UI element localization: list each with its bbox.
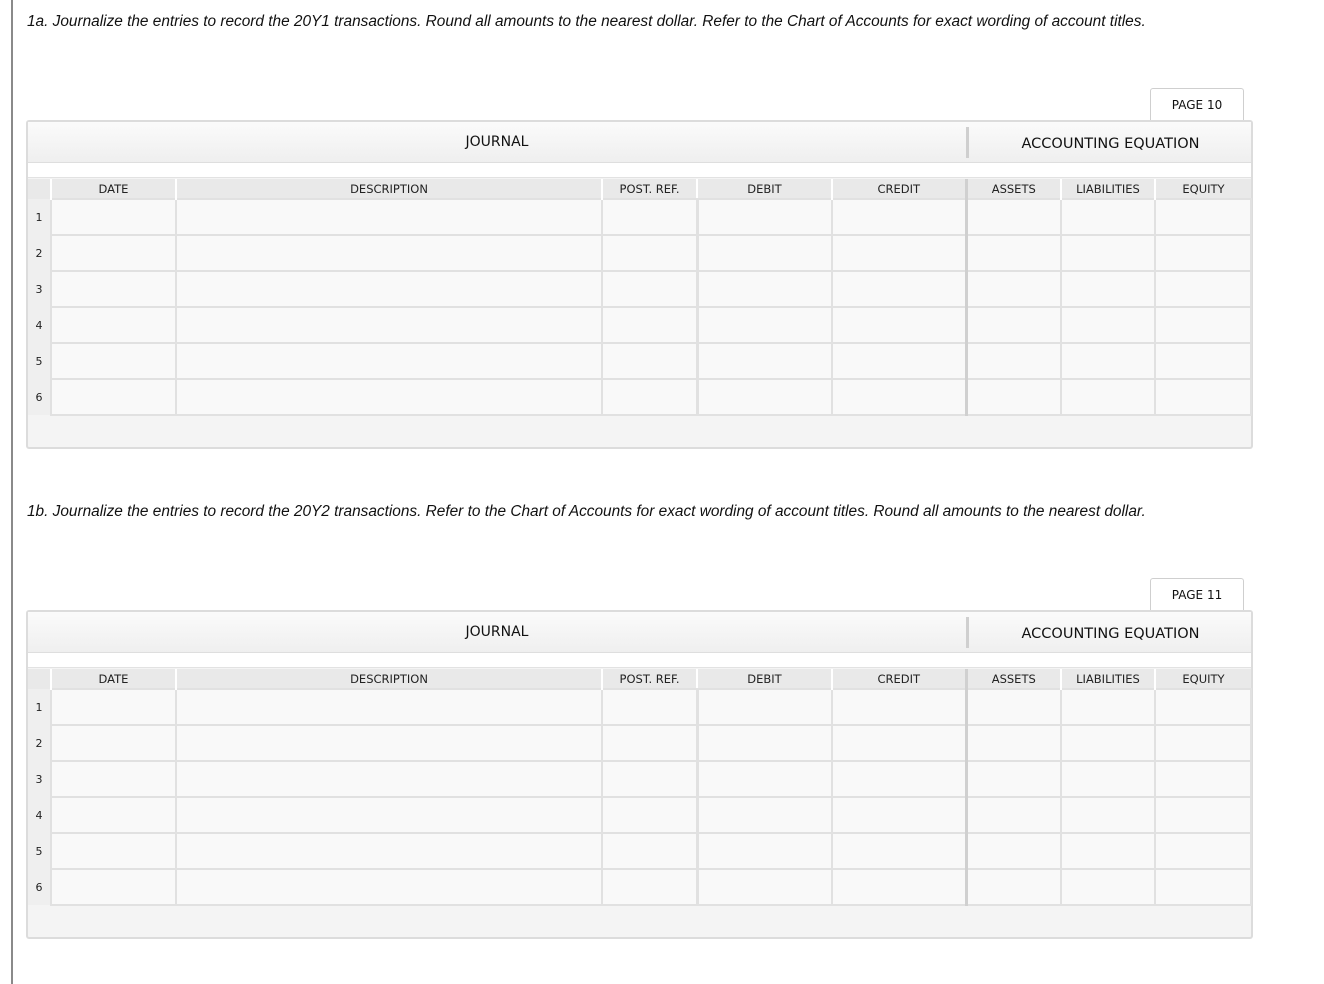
row-number-header — [28, 669, 51, 689]
journal-header — [28, 612, 1251, 653]
date-cell[interactable] — [51, 271, 176, 307]
debit-cell[interactable] — [697, 797, 832, 833]
description-cell[interactable] — [176, 379, 602, 415]
liabilities-cell[interactable] — [1061, 797, 1155, 833]
debit-cell[interactable] — [697, 199, 832, 235]
row-number: 6 — [28, 379, 51, 415]
row-number-header — [28, 179, 51, 199]
post-ref-cell[interactable] — [602, 343, 697, 379]
equity-cell[interactable] — [1155, 235, 1251, 271]
debit-cell[interactable] — [697, 761, 832, 797]
debit-cell[interactable] — [697, 725, 832, 761]
credit-cell[interactable] — [832, 199, 966, 235]
liabilities-cell[interactable] — [1061, 307, 1155, 343]
date-cell[interactable] — [51, 343, 176, 379]
equity-cell[interactable] — [1155, 343, 1251, 379]
column-header-credit: CREDIT — [832, 669, 966, 689]
date-cell[interactable] — [51, 199, 176, 235]
journal-table — [28, 179, 1252, 416]
credit-cell[interactable] — [832, 235, 966, 271]
debit-cell[interactable] — [697, 869, 832, 905]
row-number: 3 — [28, 761, 51, 797]
date-cell[interactable] — [51, 761, 176, 797]
liabilities-cell[interactable] — [1061, 725, 1155, 761]
page-tab: PAGE 10 — [1150, 88, 1244, 120]
journal-row — [28, 199, 1251, 235]
liabilities-cell[interactable] — [1061, 833, 1155, 869]
assets-cell[interactable] — [966, 869, 1061, 905]
credit-cell[interactable] — [832, 343, 966, 379]
assets-cell[interactable] — [966, 797, 1061, 833]
journal-row — [28, 869, 1251, 905]
description-cell[interactable] — [176, 689, 602, 725]
credit-cell[interactable] — [832, 797, 966, 833]
equity-cell[interactable] — [1155, 199, 1251, 235]
equity-cell[interactable] — [1155, 761, 1251, 797]
column-header-debit: DEBIT — [697, 179, 832, 199]
assets-cell[interactable] — [966, 833, 1061, 869]
equity-cell[interactable] — [1155, 833, 1251, 869]
date-cell[interactable] — [51, 235, 176, 271]
date-cell[interactable] — [51, 797, 176, 833]
assets-cell[interactable] — [966, 725, 1061, 761]
description-cell[interactable] — [176, 833, 602, 869]
journal-row — [28, 689, 1251, 725]
row-number: 4 — [28, 307, 51, 343]
header-spacer — [28, 653, 1251, 668]
date-cell[interactable] — [51, 379, 176, 415]
date-cell[interactable] — [51, 833, 176, 869]
left-border — [11, 0, 13, 984]
journal-row — [28, 761, 1251, 797]
column-header-equity: EQUITY — [1155, 669, 1251, 689]
post-ref-cell[interactable] — [602, 833, 697, 869]
debit-cell[interactable] — [697, 307, 832, 343]
post-ref-cell[interactable] — [602, 199, 697, 235]
row-number: 2 — [28, 725, 51, 761]
equity-cell[interactable] — [1155, 869, 1251, 905]
assets-cell[interactable] — [966, 307, 1061, 343]
row-number: 2 — [28, 235, 51, 271]
row-number: 1 — [28, 689, 51, 725]
debit-cell[interactable] — [697, 235, 832, 271]
credit-cell[interactable] — [832, 379, 966, 415]
description-cell[interactable] — [176, 869, 602, 905]
debit-cell[interactable] — [697, 271, 832, 307]
debit-cell[interactable] — [697, 379, 832, 415]
journal-title: JOURNAL — [465, 624, 529, 640]
journal-title: JOURNAL — [465, 134, 529, 150]
row-number: 5 — [28, 343, 51, 379]
post-ref-cell[interactable] — [602, 307, 697, 343]
post-ref-cell[interactable] — [602, 689, 697, 725]
description-cell[interactable] — [176, 761, 602, 797]
credit-cell[interactable] — [832, 761, 966, 797]
row-number: 1 — [28, 199, 51, 235]
liabilities-cell[interactable] — [1061, 869, 1155, 905]
column-header-liabilities: LIABILITIES — [1061, 179, 1155, 199]
journal-row — [28, 797, 1251, 833]
journal-row — [28, 725, 1251, 761]
assets-cell[interactable] — [966, 235, 1061, 271]
equity-cell[interactable] — [1155, 797, 1251, 833]
equity-cell[interactable] — [1155, 379, 1251, 415]
description-cell[interactable] — [176, 343, 602, 379]
post-ref-cell[interactable] — [602, 797, 697, 833]
liabilities-cell[interactable] — [1061, 199, 1155, 235]
liabilities-cell[interactable] — [1061, 235, 1155, 271]
header-divider — [966, 127, 969, 158]
accounting-equation-title: ACCOUNTING EQUATION — [1021, 136, 1200, 152]
assets-cell[interactable] — [966, 271, 1061, 307]
instruction-part-a: 1a. Journalize the entries to record the 20Y1 transactions. Round all amounts to the nearest dollar. Refer to the Chart of Accounts for exact wording of account titles. — [27, 13, 1146, 30]
credit-cell[interactable] — [832, 869, 966, 905]
journal-row — [28, 379, 1251, 415]
credit-cell[interactable] — [832, 689, 966, 725]
instruction-part-b: 1b. Journalize the entries to record the 20Y2 transactions. Refer to the Chart of Accounts for exact wording of account titles. Round all amounts to the nearest dollar. — [27, 503, 1146, 520]
date-cell[interactable] — [51, 689, 176, 725]
post-ref-cell[interactable] — [602, 235, 697, 271]
column-header-assets: ASSETS — [966, 179, 1061, 199]
post-ref-cell[interactable] — [602, 379, 697, 415]
column-header-post-ref: POST. REF. — [602, 669, 697, 689]
credit-cell[interactable] — [832, 725, 966, 761]
description-cell[interactable] — [176, 797, 602, 833]
journal-header — [28, 122, 1251, 163]
row-number: 4 — [28, 797, 51, 833]
liabilities-cell[interactable] — [1061, 343, 1155, 379]
column-header-equity: EQUITY — [1155, 179, 1251, 199]
equity-cell[interactable] — [1155, 725, 1251, 761]
description-cell[interactable] — [176, 307, 602, 343]
credit-cell[interactable] — [832, 833, 966, 869]
column-header-post-ref: POST. REF. — [602, 179, 697, 199]
journal-row — [28, 307, 1251, 343]
debit-cell[interactable] — [697, 833, 832, 869]
journal-table — [28, 669, 1252, 906]
assets-cell[interactable] — [966, 379, 1061, 415]
liabilities-cell[interactable] — [1061, 379, 1155, 415]
date-cell[interactable] — [51, 869, 176, 905]
liabilities-cell[interactable] — [1061, 271, 1155, 307]
debit-cell[interactable] — [697, 689, 832, 725]
debit-cell[interactable] — [697, 343, 832, 379]
column-header-assets: ASSETS — [966, 669, 1061, 689]
row-number: 3 — [28, 271, 51, 307]
column-header-date: DATE — [51, 179, 176, 199]
credit-cell[interactable] — [832, 271, 966, 307]
post-ref-cell[interactable] — [602, 869, 697, 905]
accounting-equation-title: ACCOUNTING EQUATION — [1021, 626, 1200, 642]
page-tab: PAGE 11 — [1150, 578, 1244, 610]
column-header-description: DESCRIPTION — [176, 179, 602, 199]
liabilities-cell[interactable] — [1061, 689, 1155, 725]
description-cell[interactable] — [176, 235, 602, 271]
assets-cell[interactable] — [966, 343, 1061, 379]
description-cell[interactable] — [176, 199, 602, 235]
description-cell[interactable] — [176, 271, 602, 307]
column-header-row — [28, 669, 1251, 689]
column-header-credit: CREDIT — [832, 179, 966, 199]
journal-panel — [26, 120, 1253, 449]
column-header-liabilities: LIABILITIES — [1061, 669, 1155, 689]
date-cell[interactable] — [51, 725, 176, 761]
journal-row — [28, 271, 1251, 307]
date-cell[interactable] — [51, 307, 176, 343]
credit-cell[interactable] — [832, 307, 966, 343]
description-cell[interactable] — [176, 725, 602, 761]
journal-panel — [26, 610, 1253, 939]
row-number: 6 — [28, 869, 51, 905]
column-header-description: DESCRIPTION — [176, 669, 602, 689]
equity-cell[interactable] — [1155, 271, 1251, 307]
assets-cell[interactable] — [966, 761, 1061, 797]
column-header-debit: DEBIT — [697, 669, 832, 689]
liabilities-cell[interactable] — [1061, 761, 1155, 797]
assets-cell[interactable] — [966, 199, 1061, 235]
journal-row — [28, 343, 1251, 379]
journal-row — [28, 235, 1251, 271]
post-ref-cell[interactable] — [602, 271, 697, 307]
row-number: 5 — [28, 833, 51, 869]
equity-cell[interactable] — [1155, 689, 1251, 725]
journal-row — [28, 833, 1251, 869]
column-header-row — [28, 179, 1251, 199]
assets-cell[interactable] — [966, 689, 1061, 725]
equity-cell[interactable] — [1155, 307, 1251, 343]
header-spacer — [28, 163, 1251, 178]
post-ref-cell[interactable] — [602, 761, 697, 797]
post-ref-cell[interactable] — [602, 725, 697, 761]
header-divider — [966, 617, 969, 648]
column-header-date: DATE — [51, 669, 176, 689]
